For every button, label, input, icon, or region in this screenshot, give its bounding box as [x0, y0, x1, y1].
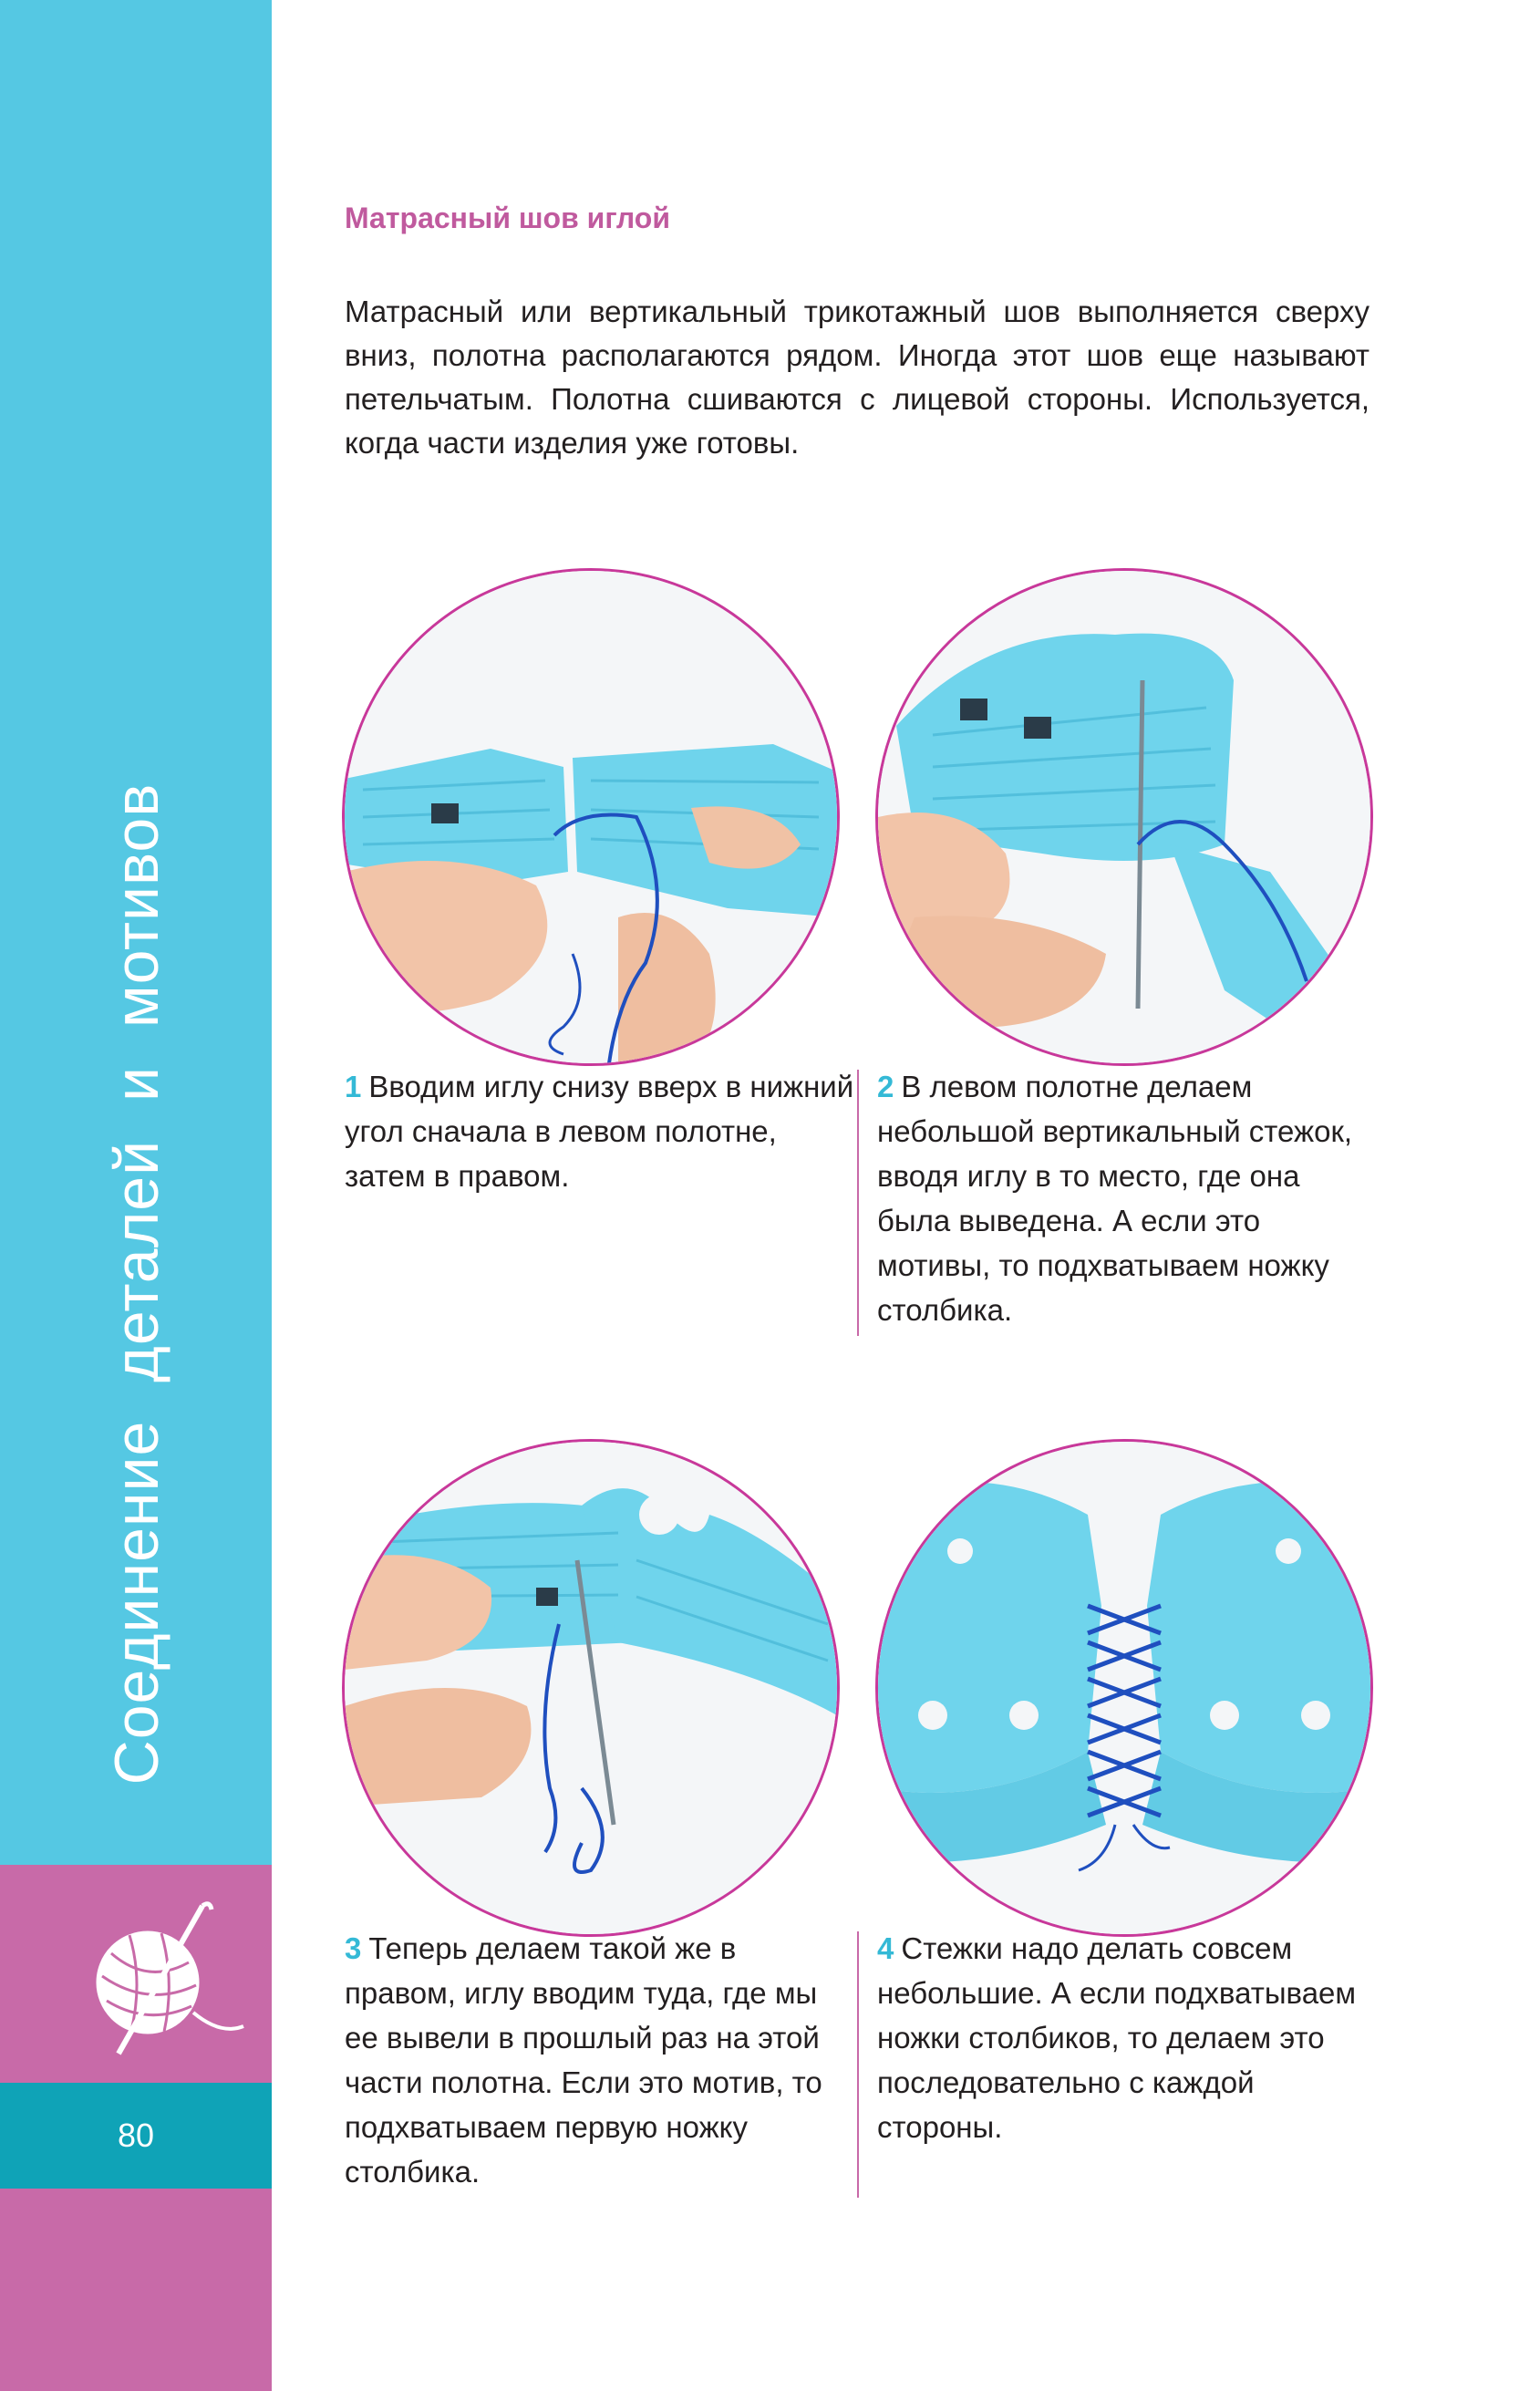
- step-4-text: Стежки надо делать совсем небольшие. А если подхватываем ножки столбиков, то делаем это последовательно с каждой стороны.: [877, 1931, 1357, 2144]
- step-3-text: Теперь делаем такой же в правом, иглу вводим туда, где мы ее вывели в прошлый раз на этой части полотна. Если это мотив, то подхватываем первую ножку столбика.: [345, 1931, 822, 2189]
- step-2-text: В левом полотне делаем небольшой вертикальный стежок, вводя иглу в то место, где она была выведена. А если это мотивы, то подхватываем ножку столбика.: [877, 1070, 1353, 1327]
- step-1-caption: [345, 1064, 855, 1198]
- step-2-number: 2: [877, 1070, 894, 1103]
- step-4-number: 4: [877, 1931, 894, 1965]
- step-1-photo: [342, 568, 840, 1066]
- step-3-photo: [342, 1439, 840, 1937]
- section-heading: Матрасный шов иглой: [345, 202, 670, 234]
- step-2-caption: [877, 1064, 1369, 1332]
- step-3-number: 3: [345, 1931, 362, 1965]
- step-4-caption: [877, 1926, 1369, 2149]
- step-1-number: 1: [345, 1070, 362, 1103]
- caption-divider: [857, 1070, 859, 1336]
- chapter-title: Соединение деталей и мотивов: [102, 782, 171, 1785]
- step-3-caption: [345, 1926, 855, 2194]
- yarn-ball-with-hook-icon: [75, 1899, 248, 2058]
- step-4-photo: [875, 1439, 1373, 1937]
- intro-paragraph: Матрасный или вертикальный трикотажный шов выполняется сверху вниз, полотна располагаются рядом. Иногда этот шов еще называют петельчатым. Полотна сшиваются с лицевой стороны. Используется, когда части изделия уже готовы.: [345, 295, 1369, 460]
- caption-divider: [857, 1931, 859, 2198]
- page-number: 80: [117, 2117, 155, 2154]
- step-1-text: Вводим иглу снизу вверх в нижний угол сначала в левом полотне, затем в правом.: [345, 1070, 854, 1193]
- step-2-photo: [875, 568, 1373, 1066]
